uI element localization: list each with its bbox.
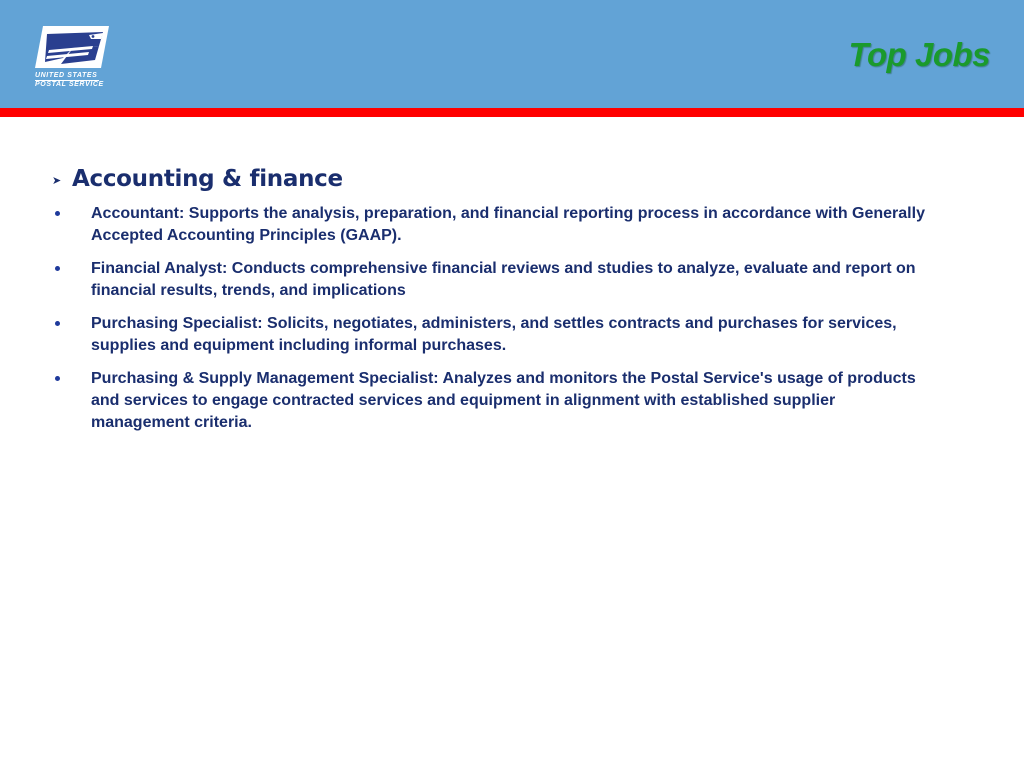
list-item <box>52 368 932 434</box>
list-item-text: Purchasing & Supply Management Specialist: Analyzes and monitors the Postal Service's usage of products and services to engage contracted services and equipment in alignment with established supplier management criteria. <box>91 370 916 431</box>
logo-text-line2: POSTAL SERVICE <box>35 81 104 88</box>
list-item <box>52 203 932 247</box>
job-list <box>52 203 932 434</box>
list-item-text: Purchasing Specialist: Solicits, negotiates, administers, and settles contracts and purchases for services, supplies and equipment including informal purchases. <box>91 315 897 354</box>
list-item-text: Accountant: Supports the analysis, preparation, and financial reporting process in accordance with Generally Accepted Accounting Principles (GAAP). <box>91 205 925 244</box>
list-item <box>52 258 932 302</box>
dot-bullet-icon <box>55 321 60 326</box>
dot-bullet-icon <box>55 211 60 216</box>
list-item-text: Financial Analyst: Conducts comprehensive financial reviews and studies to analyze, evaluate and report on financial results, trends, and implications <box>91 260 916 299</box>
slide-title: Top Jobs <box>848 36 990 73</box>
usps-logo <box>33 24 111 92</box>
dot-bullet-icon <box>55 266 60 271</box>
section-heading <box>52 166 932 192</box>
list-item <box>52 313 932 357</box>
arrow-bullet-icon: ➤ <box>52 175 62 187</box>
logo-text-line1: UNITED STATES <box>35 72 98 79</box>
section-heading-text: Accounting & finance <box>72 166 343 192</box>
content-area <box>52 166 932 445</box>
dot-bullet-icon <box>55 376 60 381</box>
header-red-rule <box>0 108 1024 117</box>
eagle-logo-icon <box>33 24 111 70</box>
